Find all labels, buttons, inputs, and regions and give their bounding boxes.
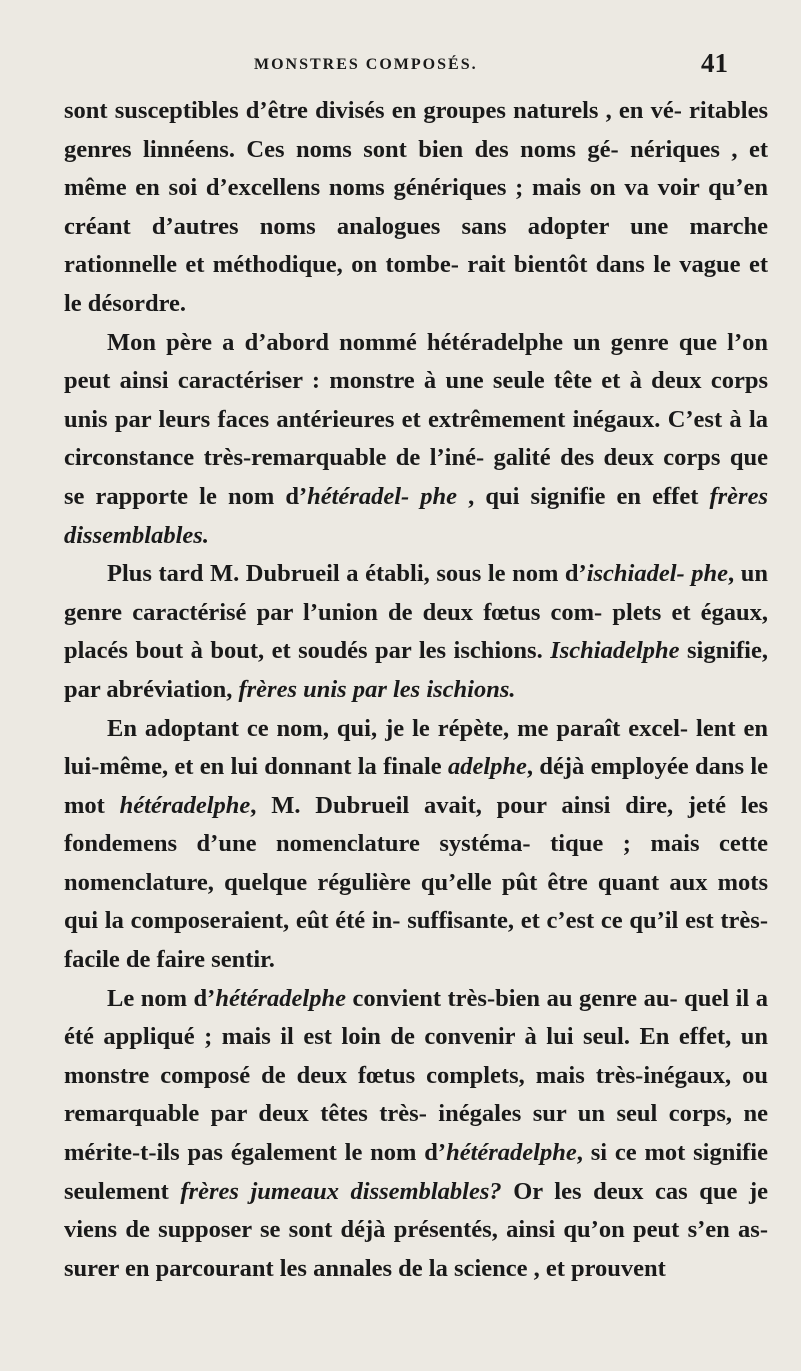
paragraph (64, 92, 768, 324)
italic-term: hétéradelphe (446, 1139, 577, 1167)
text-run: , déjà employée dans le mot (64, 753, 768, 819)
text-run: convient très-bien au genre au- quel il a été appliqué ; mais il est loin de convenir à lui seul. En effet, un monstre composé de deux fœtus complets, mais très-inégaux, ou remarquable par deux têtes très- inégales sur un seul corps, ne mérite-t-ils pas également le nom d’ (64, 984, 768, 1167)
text-run: signifie, par abréviation, (64, 637, 768, 703)
paragraph (64, 710, 768, 980)
body-text (64, 92, 768, 1288)
italic-term: frères jumeaux dissemblables? (180, 1177, 502, 1205)
text-run: , M. Dubrueil avait, pour ainsi dire, jeté les fondemens d’une nomenclature systéma- tique ; mais cette nomenclature, quelque régulière qu’elle pût être quant aux mots qui la composeraient, eût été in- suffisante, et c’est ce qu’il est très-facile de faire sentir. (64, 791, 768, 974)
italic-term: ischiadel- phe (586, 560, 729, 588)
text-run: Or les deux cas que je viens de supposer se sont déjà présentés, ainsi qu’on peut s’en as- surer en parcourant les annales de la science , et prouvent (64, 1177, 768, 1282)
paragraph (64, 555, 768, 709)
page-number: 41 (701, 48, 728, 78)
text-run: Le nom d’ (107, 984, 216, 1012)
running-head: MONSTRES COMPOSÉS. (254, 56, 478, 73)
text-run: sont susceptibles d’être divisés en groupes naturels , en vé- ritables genres linnéens. Ces noms sont bien des noms gé- nériques , et même en soi d’excellens noms génériques ; mais on va voir qu’en créant d’autres noms analogues sans adopter une marche rationnelle et méthodique, on tombe- rait bientôt dans le vague et le désordre. (64, 97, 768, 317)
text-run: , si ce mot signifie seulement (64, 1139, 768, 1205)
italic-term: hétéradelphe (119, 791, 251, 819)
text-run: Plus tard M. Dubrueil a établi, sous le nom d’ (107, 560, 587, 588)
paragraph (64, 324, 768, 556)
text-run: Mon père a d’abord nommé hétéradelphe un genre que l’on peut ainsi caractériser : monstre à une seule tête et à deux corps unis par leurs faces antérieures et extrêmement inégaux. C’est à la circonstance très-remarquable de l’iné- galité des deux corps que se rapporte le nom d’ (64, 328, 768, 510)
italic-term: hétéradel- phe (307, 482, 458, 510)
paragraph (64, 980, 768, 1289)
page-header (0, 48, 801, 78)
italic-term: hétéradelphe (215, 984, 346, 1012)
text-run: , un genre caractérisé par l’union de deux fœtus com- plets et égaux, placés bout à bout, et soudés par les ischions. (64, 560, 768, 665)
text-run: En adoptant ce nom, qui, je le répète, me paraît excel- lent en lui-même, et en lui donnant la finale (64, 714, 768, 781)
italic-term: frères unis par les ischions. (238, 675, 516, 703)
italic-term: frères dissemblables. (64, 482, 768, 549)
italic-term: adelphe (447, 753, 527, 781)
italic-term: Ischiadelphe (550, 637, 680, 665)
text-run: , qui signifie en effet (457, 482, 710, 510)
